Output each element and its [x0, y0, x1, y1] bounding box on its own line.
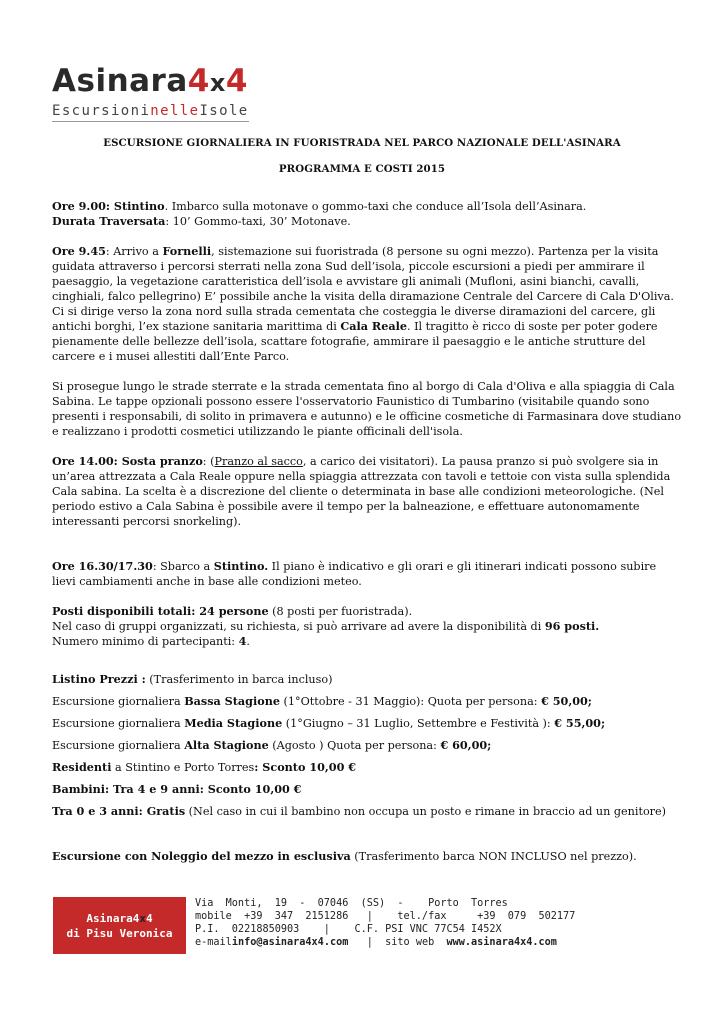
section-departure: [52, 199, 682, 229]
seats-text-1: (8 posti per fuoristrada).: [268, 605, 413, 618]
price-low-value: € 50,00;: [541, 694, 592, 708]
price-low-text-1: Escursione giornaliera: [52, 695, 185, 708]
price-residents: [52, 760, 682, 775]
arrival-time: Ore 9.45: [52, 244, 106, 258]
logo-tagline-c: Isole: [199, 103, 249, 119]
return-time: Ore 16.30/17.30: [52, 559, 153, 573]
residents-text: a Stintino e Porto Torres: [111, 761, 255, 774]
logo-number-2: 4: [225, 63, 248, 99]
program-body: [52, 199, 682, 864]
logo-x: x: [209, 69, 226, 97]
footer-brand-b: 4: [145, 912, 153, 925]
price-low-season: [52, 694, 682, 709]
price-high-text-2: (Agosto ) Quota per persona:: [268, 739, 441, 752]
section-lunch: [52, 454, 682, 529]
price-infants: [52, 804, 682, 819]
document-title: ESCURSIONE GIORNALIERA IN FUORISTRADA NEL PARCO NAZIONALE DELL'ASINARA: [103, 137, 621, 149]
footer-website-link[interactable]: www.asinara4x4.com: [446, 937, 557, 948]
price-low-text-2: (1°Ottobre - 31 Maggio): Quota per persona:: [279, 695, 542, 708]
section-continuation: Si prosegue lungo le strade sterrate e la strada cementata fino al borgo di Cala d'Oliva e alla spiaggia di Cala Sabina. Le tappe opzionali possono essere l'osservatorio Faunistico di Tumbarino (visitabile quando sono presenti i responsabili, di solito in primavera e autunno) e le officine cosmetiche di Farmasinara dove studiano e realizzano i prodotti cosmetici utilizzando le piante officinali dell'isola.: [52, 380, 682, 438]
price-list-title: Listino Prezzi :: [52, 672, 146, 686]
arrival-place: Fornelli: [162, 244, 212, 258]
price-high-label: Alta Stagione: [184, 738, 269, 752]
footer-owner: di Pisu Veronica: [66, 927, 173, 940]
price-high-text-1: Escursione giornaliera: [52, 739, 185, 752]
footer-contact: [195, 897, 675, 949]
price-mid-label: Media Stagione: [184, 716, 283, 730]
logo-tagline-b: nelle: [150, 103, 200, 119]
company-logo: [52, 64, 284, 122]
crossing-duration-label: Durata Traversata: [52, 214, 166, 228]
logo-number: 4: [187, 63, 210, 99]
price-list-note: (Trasferimento in barca incluso): [145, 673, 333, 686]
price-children: [52, 782, 682, 797]
return-place: Stintino.: [213, 559, 269, 573]
seats-text-3: Numero minimo di partecipanti:: [52, 635, 239, 648]
price-mid-text-2: (1°Giugno – 31 Luglio, Settembre e Festività ):: [282, 717, 555, 730]
logo-name: Asinara: [52, 63, 188, 99]
seats-min: 4: [238, 634, 247, 648]
crossing-duration-text: : 10’ Gommo-taxi, 30’ Motonave.: [165, 215, 351, 228]
price-list: [52, 672, 682, 819]
logo-wordmark: [52, 64, 284, 100]
infants-note: (Nel caso in cui il bambino non occupa un posto e rimane in braccio ad un genitore): [185, 805, 667, 818]
price-low-label: Bassa Stagione: [184, 694, 280, 708]
departure-time: Ore 9.00: Stintino: [52, 199, 165, 213]
section-return: [52, 559, 682, 589]
section-seats: [52, 604, 682, 649]
lunch-text-1: : (: [202, 455, 215, 468]
document-subtitle: PROGRAMMA E COSTI 2015: [278, 163, 446, 175]
seats-total: Posti disponibili totali: 24 persone: [52, 604, 269, 618]
footer-email-link[interactable]: info@asinara4x4.com: [231, 937, 349, 948]
section-arrival: [52, 244, 682, 364]
footer-phones: mobile +39 347 2151286 | tel./fax +39 079 502177: [195, 911, 576, 922]
infants-free: Tra 0 e 3 anni: Gratis: [52, 804, 186, 818]
footer-address: Via Monti, 19 - 07046 (SS) - Porto Torres: [195, 898, 508, 909]
seats-max: 96 posti.: [544, 619, 600, 633]
footer-email-label: e-mail: [195, 937, 232, 948]
footer-brand-box: [53, 897, 186, 954]
price-list-heading: [52, 672, 682, 687]
cala-reale: Cala Reale: [340, 319, 407, 333]
lunch-text-2: , a carico dei visitatori). La pausa pranzo si può svolgere sia in un’area attrezzata a Cala Reale oppure nella spiaggia attrezzata con tavoli e tettoie con vista sulla splendida Cala sabina. La scelta è a discrezione del cliente o determinata in base alle condizioni meteorologiche. (Nel periodo estivo a Cala Sabina è possibile avere il tempo per la balneazione, e effettuare autonomamente interessanti percorsi snorkeling).: [52, 455, 671, 528]
price-mid-value: € 55,00;: [554, 716, 606, 730]
price-mid-text-1: Escursione giornaliera: [52, 717, 185, 730]
lunch-time: Ore 14.00: Sosta pranzo: [52, 454, 203, 468]
arrival-text-3: . Il tragitto è ricco di soste per poter godere pienamente delle bellezze dell’isola, scattare fotografie, ammirare il paesaggio e le antiche strutture del carcere e i musei allestiti dall’Ente Parco.: [52, 320, 658, 363]
departure-text: . Imbarco sulla motonave o gommo-taxi che conduce all’Isola dell’Asinara.: [164, 200, 587, 213]
logo-tagline: [52, 103, 249, 122]
children-discount: Bambini: Tra 4 e 9 anni: Sconto 10,00 €: [52, 782, 302, 796]
price-high-season: [52, 738, 682, 753]
footer-brand-name: [53, 911, 186, 926]
footer-web-label: | sito web: [348, 937, 447, 948]
return-text-1: : Sbarco a: [152, 560, 214, 573]
footer-brand-a: Asinara4: [86, 912, 140, 925]
arrival-text-1: : Arrivo a: [105, 245, 163, 258]
exclusive-rental-label: Escursione con Noleggio del mezzo in esclusiva: [52, 849, 351, 863]
footer-brand-x: x: [139, 912, 146, 925]
price-high-value: € 60,00;: [440, 738, 492, 752]
residents-label: Residenti: [52, 760, 112, 774]
footer-tax-ids: P.I. 02218850903 | C.F. PSI VNC 77C54 I452X: [195, 924, 502, 935]
footer-web: [195, 936, 675, 949]
price-mid-season: [52, 716, 682, 731]
arrival-text-2: , sistemazione sui fuoristrada (8 persone su ogni mezzo). Partenza per la visita guidata attraverso i percorsi sterrati nella zona Sud dell’isola, piccole escursioni a piedi per ammirare il paesaggio, la vegetazione caratteristica dell’isola e avvistare gli animali (Mufloni, asini bianchi, cavalli, cinghiali, falco pellegrino) E’ possibile anche la visita della diramazione Centrale del Carcere di Cala D'Oliva. Ci si dirige verso la zona nord sulla strada cementata che costeggia le diverse diramazioni del carcere, gli antichi borghi, l’ex stazione sanitaria marittima di: [52, 245, 674, 333]
logo-tagline-a: Escursioni: [52, 103, 151, 119]
section-exclusive-rental: [52, 849, 682, 864]
lunch-packed: Pranzo al sacco: [214, 455, 303, 468]
residents-discount: : Sconto 10,00 €: [254, 760, 357, 774]
return-text-2: Il piano è indicativo e gli orari e gli itinerari indicati possono subire lievi cambiamenti anche in base alle condizioni meteo.: [52, 560, 657, 588]
seats-text-2: Nel caso di gruppi organizzati, su richiesta, si può arrivare ad avere la disponibilità di: [52, 620, 545, 633]
exclusive-rental-note: (Trasferimento barca NON INCLUSO nel prezzo).: [350, 850, 637, 863]
seats-text-4: .: [246, 635, 250, 648]
